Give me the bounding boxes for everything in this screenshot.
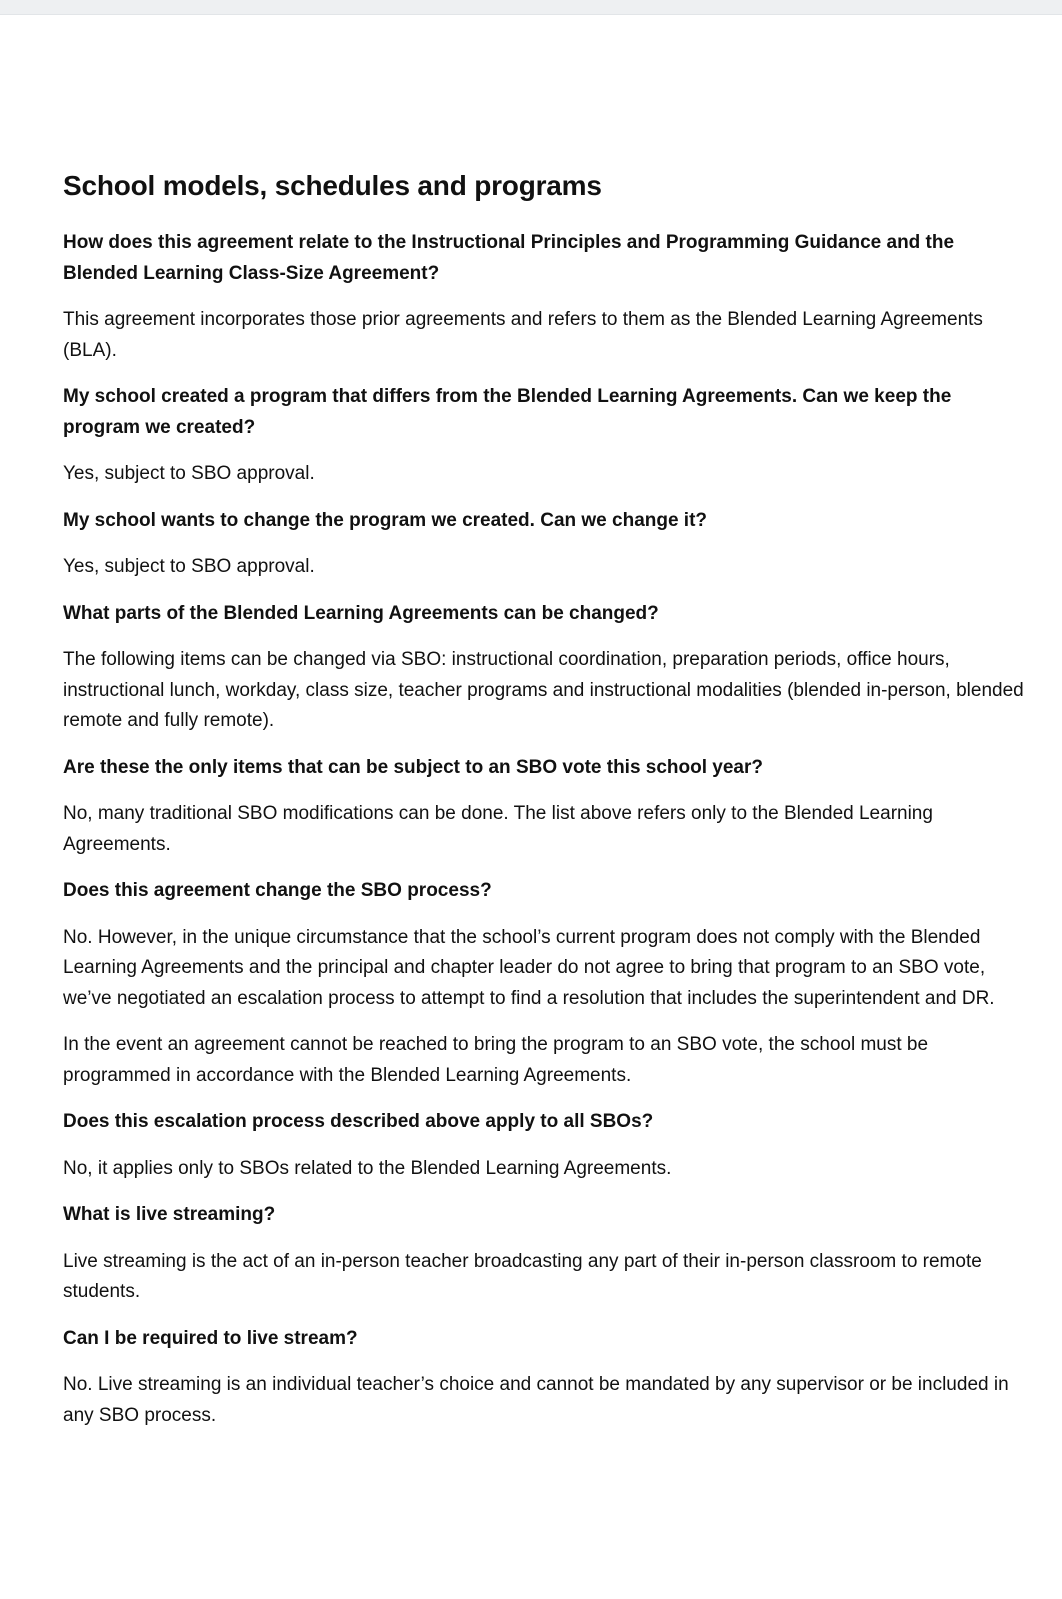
faq-answer: No, many traditional SBO modifications can be done. The list above refers only to the Blended Learning Agreements. — [63, 803, 933, 855]
faq-answer: Live streaming is the act of an in-person teacher broadcasting any part of their in-person classroom to remote students. — [63, 1250, 982, 1302]
faq-question: What parts of the Blended Learning Agreements can be changed? — [63, 602, 659, 624]
faq-item — [63, 382, 1028, 490]
faq-question: Does this agreement change the SBO process? — [63, 880, 492, 901]
faq-answer: In the event an agreement cannot be reached to bring the program to an SBO vote, the school must be programmed in accordance with the Blended Learning Agreements. — [63, 1034, 929, 1086]
faq-item — [63, 1107, 1028, 1184]
faq-answer: Yes, subject to SBO approval. — [63, 463, 315, 484]
faq-question: My school created a program that differs from the Blended Learning Agreements. Can we keep the program we created? — [63, 386, 952, 438]
faq-answer: No. However, in the unique circumstance that the school’s current program does not comply with the Blended Learning Agreements and the principal and chapter leader do not agree to bring that program to an SBO vote, we’ve negotiated an escalation process to attempt to find a resolution that includes the superintendent and DR. — [63, 926, 995, 1009]
document-page — [63, 168, 1028, 1447]
faq-question: What is live streaming? — [63, 1204, 276, 1225]
faq-answer: This agreement incorporates those prior agreements and refers to them as the Blended Learning Agreements (BLA). — [63, 309, 983, 361]
faq-answer: Yes, subject to SBO approval. — [63, 556, 315, 577]
faq-question: Can I be required to live stream? — [63, 1327, 358, 1349]
faq-question: Are these the only items that can be subject to an SBO vote this school year? — [63, 756, 764, 778]
viewer-top-bar — [0, 0, 1062, 15]
faq-item — [63, 506, 1028, 583]
faq-question: Does this escalation process described above apply to all SBOs? — [63, 1111, 654, 1132]
faq-answer: No. Live streaming is an individual teacher’s choice and cannot be mandated by any supervisor or be included in any SBO process. — [63, 1374, 1009, 1426]
page-title: School models, schedules and programs — [63, 170, 602, 201]
faq-item — [63, 599, 1028, 737]
faq-question: How does this agreement relate to the Instructional Principles and Programming Guidance and the Blended Learning Class-Size Agreement? — [63, 232, 955, 284]
faq-item — [63, 1200, 1028, 1308]
faq-question: My school wants to change the program we created. Can we change it? — [63, 509, 708, 531]
faq-answer: The following items can be changed via SBO: instructional coordination, preparation periods, office hours, instructional lunch, workday, class size, teacher programs and instructional modalities (blended in-person, blended remote and fully remote). — [63, 649, 1024, 731]
faq-item — [63, 753, 1028, 861]
faq-answer: No, it applies only to SBOs related to the Blended Learning Agreements. — [63, 1157, 672, 1179]
faq-item — [63, 228, 1028, 366]
faq-item — [63, 1324, 1028, 1432]
faq-item — [63, 876, 1028, 1091]
